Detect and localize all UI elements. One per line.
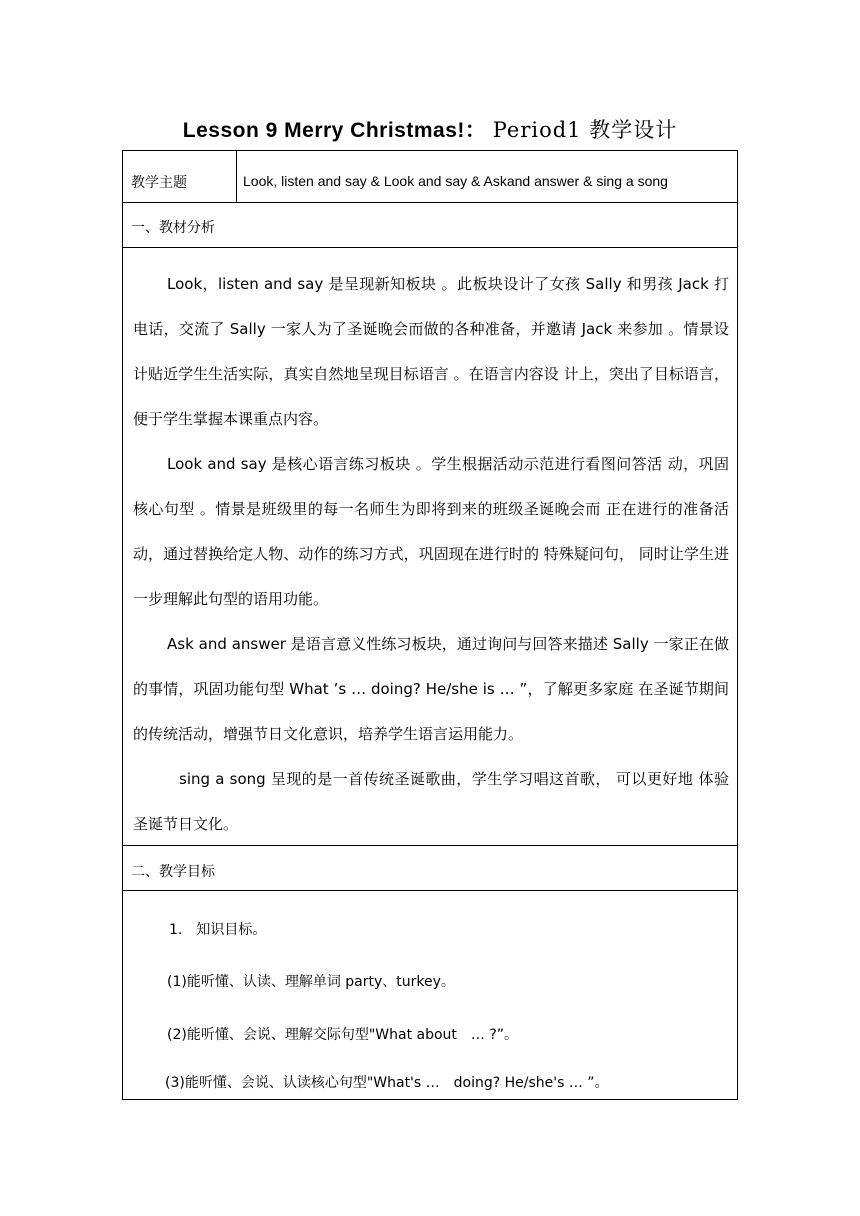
analysis-paragraph: Look，listen and say 是呈现新知板块 。此板块设计了女孩 Sally 和男孩 Jack 打电话，交流了 Sally 一家人为了圣诞晚会而做的各种准备，并邀请 Jack 来参加 。情景设计贴近学生生活实际，真实自然地呈现目标语言 。在语言内容设 计上，突出了目标语言，便于学生掌握本课重点内容。 [133, 275, 729, 428]
analysis-paragraph: sing a song 呈现的是一首传统圣诞歌曲，学生学习唱这首歌， 可以更好地 体验圣诞节日文化。 [133, 770, 729, 833]
row-divider [123, 202, 737, 203]
theme-label: 教学主题 [131, 175, 187, 191]
analysis-paragraph: Ask and answer 是语言意义性练习板块，通过询问与回答来描述 Sally 一家正在做的事情，巩固功能句型 What ’s … doing? He/she is … ”，了解更多家庭 在圣诞节期间的传统活动，增强节日文化意识，培养学生语言运用能力。 [133, 635, 729, 743]
column-divider [236, 151, 237, 202]
section-heading-analysis: 一、教材分析 [131, 220, 215, 236]
objective-item: (1)能听懂、认读、理解单词 party、turkey。 [167, 974, 455, 990]
knowledge-objective-heading: 1. 知识目标。 [169, 922, 267, 938]
analysis-paragraph: Look and say 是核心语言练习板块 。学生根据活动示范进行看图问答活 动，巩固核心句型 。情景是班级里的每一名师生为即将到来的班级圣诞晚会而 正在进行的准备活动，通过替换给定人物、动作的练习方式，巩固现在进行时的 特殊疑问句， 同时让学生进一步理解此句型的语用功能。 [133, 455, 729, 608]
row-divider [123, 890, 737, 891]
title-lesson: Lesson 9 Merry Christmas!： [182, 119, 493, 142]
section-heading-objectives: 二、教学目标 [131, 864, 215, 880]
row-divider [123, 247, 737, 248]
document-title [0, 114, 860, 144]
lesson-design-table [122, 150, 738, 1100]
objective-item: (2)能听懂、会说、理解交际句型"What about … ?”。 [167, 1027, 519, 1043]
objective-item: (3)能听懂、会说、认读核心句型"What's … doing? He/she's … ”。 [165, 1075, 609, 1091]
title-period: Period1 教学设计 [492, 118, 678, 142]
theme-value: Look, listen and say & Look and say & Askand answer & sing a song [243, 173, 668, 189]
